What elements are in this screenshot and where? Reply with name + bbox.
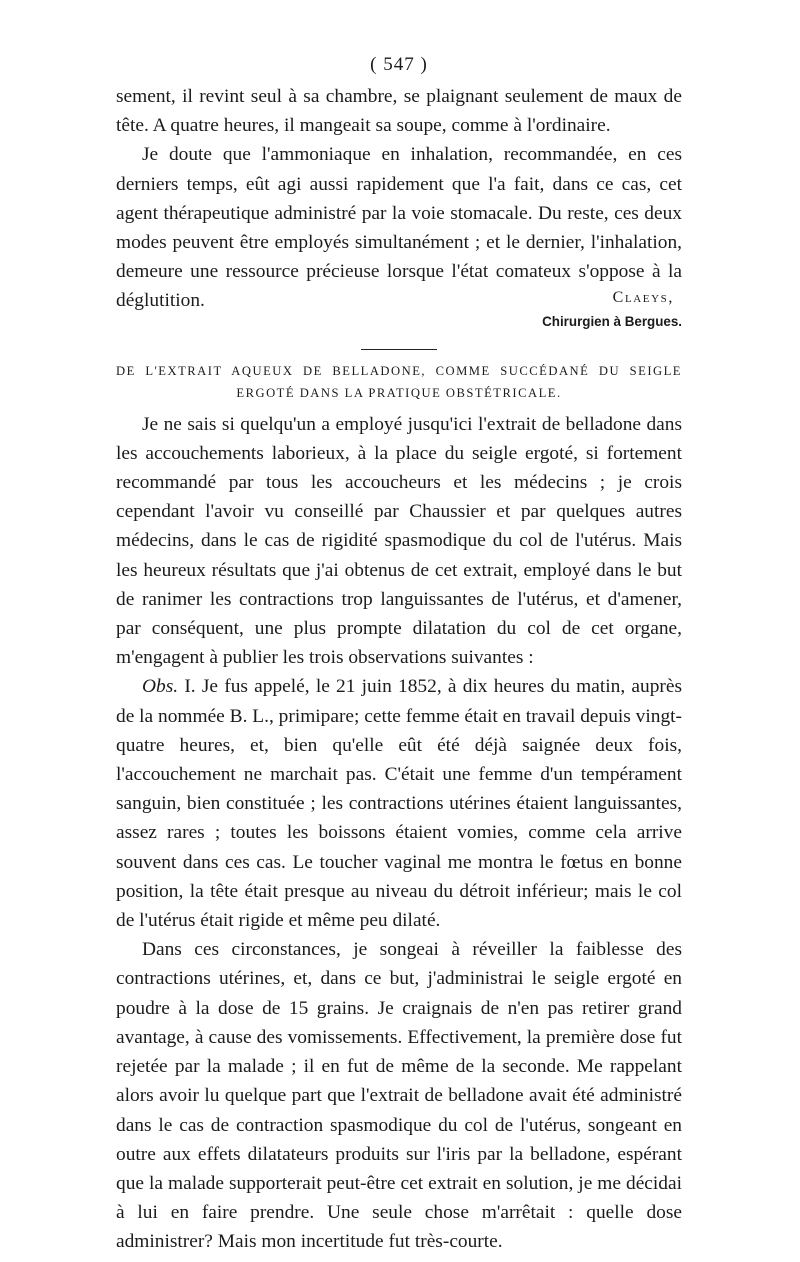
ammonia-paragraph: Je doute que l'ammoniaque en inhalation, recommandée, en ces derniers temps, eût agi aussi rapidement que l'a fait, dans ce cas, cet agent thérapeutique administré par la voie stomacale. Du reste, ces deux modes peuvent être employés simultanément ; et le dernier, l'inhalation, demeure une ressource précieuse lorsque l'état comateux s'oppose à la déglutition. (116, 144, 682, 312)
observation-1-paragraph (116, 672, 682, 935)
continuation-paragraph: sement, il revint seul à sa chambre, se plaignant seulement de maux de tête. A quatre heures, il mangeait sa soupe, comme à l'ordinaire. (116, 86, 682, 137)
page-number: ( 547 ) (370, 54, 428, 75)
observation-label: Obs. (142, 676, 179, 698)
article-title-line-2: ERGOTÉ DANS LA PRATIQUE OBSTÉTRICALE. (236, 385, 562, 400)
circumstances-paragraph: Dans ces circonstances, je songeai à réveiller la faiblesse des contractions utérines, et, dans ce but, j'administrai le seigle ergoté en poudre à la dose de 15 grains. Je craignais de n'en pas retirer grand avantage, à cause des vomissements. Effectivement, la première dose fut rejetée par la malade ; il en fut de même de la seconde. Me rappelant alors avoir lu quelque part que l'extrait de belladone avait été administré dans le cas de contraction spasmodique du col de l'utérus, songeant en outre aux effets dilatateurs produits sur l'iris par la belladone, espérant que la malade supporterait peut-être cet extrait en solution, je me décidai à lui en faire prendre. Une seule chose m'arrêtait : quelle dose administrer? Mais mon incertitude fut très-courte. (116, 939, 682, 1253)
section-divider (361, 349, 437, 350)
signature-title: Chirurgien à Bergues. (542, 313, 682, 329)
signature-name: Claeys, (612, 288, 674, 306)
article-intro-paragraph: Je ne sais si quelqu'un a employé jusqu'ici l'extrait de belladone dans les accouchements laborieux, à la place du seigle ergoté, si fortement recommandé par tous les accoucheurs et les médecins ; je crois cependant l'avoir vu conseillé par Chaussier et par quelques autres médecins, dans le cas de rigidité spasmodique du col de l'utérus. Mais les heureux résultats que j'ai obtenus de cet extrait, employé dans le but de ranimer les contractions trop languissantes de l'utérus, et d'amener, par conséquent, une plus prompte dilatation du col de cet organe, m'engagent à publier les trois observations suivantes : (116, 413, 682, 669)
observation-1-text: I. Je fus appelé, le 21 juin 1852, à dix heures du matin, auprès de la nommée B. L., primipare; cette femme était en travail depuis vingt-quatre heures, et, bien qu'elle eût été déjà saignée deux fois, l'accouchement ne marchait pas. C'était une femme d'un tempérament sanguin, bien constituée ; les contractions utérines étaient languissantes, assez rares ; toutes les boissons étaient vomies, comme cela arrive souvent dans ces cas. Le toucher vaginal me montra le fœtus en bonne position, la tête était presque au niveau du détroit inférieur; mais le col de l'utérus était rigide et même peu dilaté. (116, 676, 682, 932)
article-title-line-1: DE L'EXTRAIT AQUEUX DE BELLADONE, COMME SUCCÉDANÉ DU SEIGLE (116, 363, 682, 378)
